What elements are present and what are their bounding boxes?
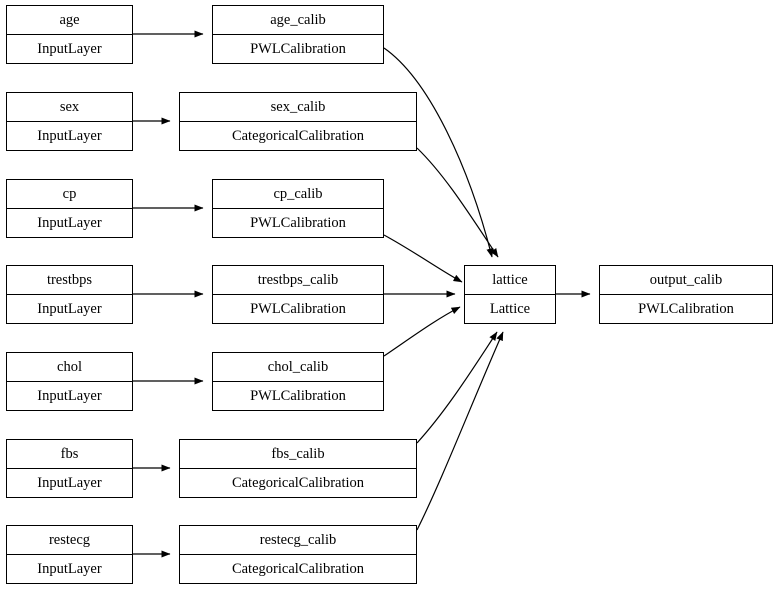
node-fbs[interactable] <box>6 439 133 498</box>
node-chol_calib-title: chol_calib <box>213 353 383 382</box>
node-chol_calib-type: PWLCalibration <box>250 387 346 404</box>
node-trestbps-title: trestbps <box>7 266 132 295</box>
node-restecg-type: InputLayer <box>37 560 102 577</box>
node-age_calib-type: PWLCalibration <box>250 40 346 57</box>
node-age-title: age <box>7 6 132 35</box>
node-cp[interactable] <box>6 179 133 238</box>
node-restecg_calib-type: CategoricalCalibration <box>231 560 365 577</box>
node-cp-type: InputLayer <box>37 214 102 231</box>
node-age_calib[interactable] <box>212 5 384 64</box>
node-cp_calib-type: PWLCalibration <box>250 214 346 231</box>
edge-age_calib-to-lattice <box>384 48 492 257</box>
node-lattice[interactable] <box>464 265 556 324</box>
node-trestbps_calib-title: trestbps_calib <box>213 266 383 295</box>
node-fbs_calib[interactable] <box>179 439 417 498</box>
edge-cp_calib-to-lattice <box>384 235 462 282</box>
node-sex_calib[interactable] <box>179 92 417 151</box>
node-chol_calib[interactable] <box>212 352 384 411</box>
node-output_calib-type: PWLCalibration <box>638 300 734 317</box>
node-trestbps-type: InputLayer <box>37 300 102 317</box>
node-sex-title: sex <box>7 93 132 122</box>
node-cp_calib-title: cp_calib <box>213 180 383 209</box>
node-fbs_calib-type: CategoricalCalibration <box>231 474 365 491</box>
node-cp-title: cp <box>7 180 132 209</box>
node-sex_calib-title: sex_calib <box>180 93 416 122</box>
edge-sex_calib-to-lattice <box>417 148 498 257</box>
node-trestbps_calib[interactable] <box>212 265 384 324</box>
node-output_calib-title: output_calib <box>600 266 772 295</box>
node-chol-type: InputLayer <box>37 387 102 404</box>
node-restecg_calib[interactable] <box>179 525 417 584</box>
node-trestbps[interactable] <box>6 265 133 324</box>
node-sex_calib-type: CategoricalCalibration <box>231 127 365 144</box>
node-fbs-type: InputLayer <box>37 474 102 491</box>
edge-chol_calib-to-lattice <box>384 307 460 356</box>
node-lattice-type: Lattice <box>489 300 531 317</box>
node-restecg-title: restecg <box>7 526 132 555</box>
node-restecg[interactable] <box>6 525 133 584</box>
node-trestbps_calib-type: PWLCalibration <box>250 300 346 317</box>
node-chol-title: chol <box>7 353 132 382</box>
node-fbs_calib-title: fbs_calib <box>180 440 416 469</box>
node-output_calib[interactable] <box>599 265 773 324</box>
node-age_calib-title: age_calib <box>213 6 383 35</box>
edge-restecg_calib-to-lattice <box>417 332 503 530</box>
node-sex[interactable] <box>6 92 133 151</box>
node-sex-type: InputLayer <box>37 127 102 144</box>
node-chol[interactable] <box>6 352 133 411</box>
node-restecg_calib-title: restecg_calib <box>180 526 416 555</box>
edge-fbs_calib-to-lattice <box>417 332 497 443</box>
node-cp_calib[interactable] <box>212 179 384 238</box>
node-fbs-title: fbs <box>7 440 132 469</box>
node-age[interactable] <box>6 5 133 64</box>
node-lattice-title: lattice <box>465 266 555 295</box>
node-age-type: InputLayer <box>37 40 102 57</box>
